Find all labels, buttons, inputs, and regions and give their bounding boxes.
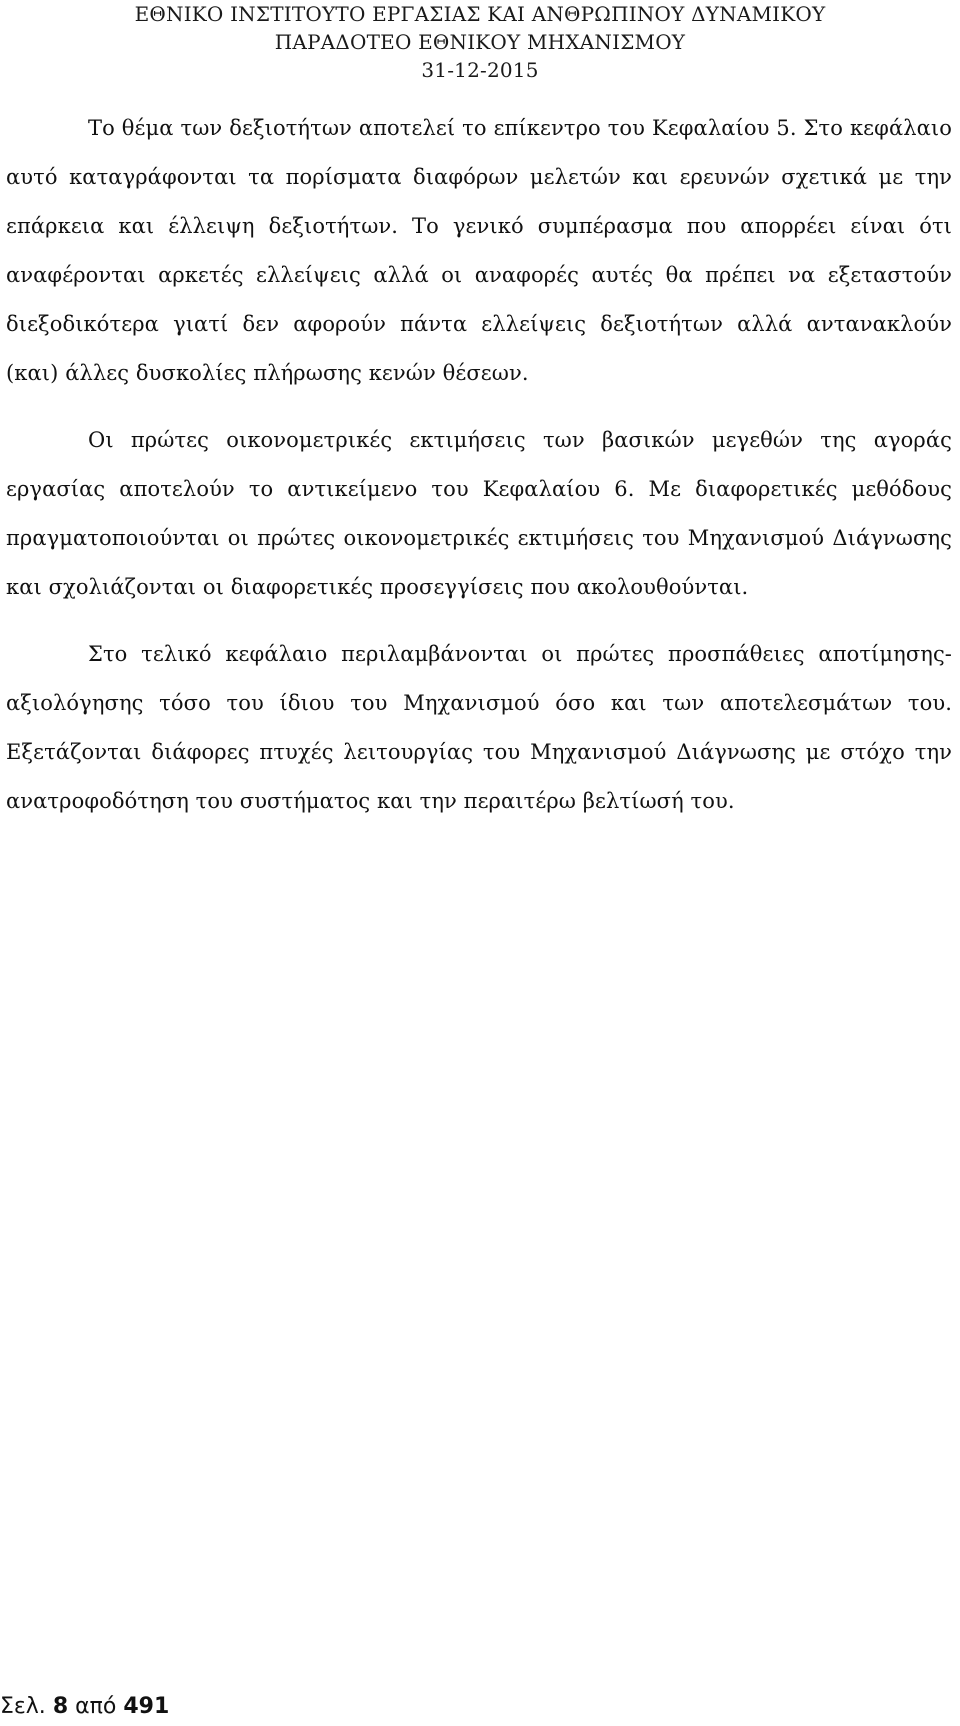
header-institute: ΕΘΝΙΚΟ ΙΝΣΤΙΤΟΥΤΟ ΕΡΓΑΣΙΑΣ ΚΑΙ ΑΝΘΡΩΠΙΝΟΥ ΔΥΝΑΜΙΚΟΥ (134, 2, 826, 26)
page-number-footer (0, 1692, 169, 1722)
page-number-prefix: Σελ. (0, 1694, 46, 1719)
header-deliverable: ΠΑΡΑΔΟΤΕΟ ΕΘΝΙΚΟΥ ΜΗΧΑΝΙΣΜΟΥ (274, 30, 686, 54)
header-date: 31-12-2015 (421, 58, 539, 82)
paragraph-chapter-5: Το θέμα των δεξιοτήτων αποτελεί το επίκεντρο του Κεφαλαίου 5. Στο κεφάλαιο αυτό καταγράφονται τα πορίσματα διαφόρων μελετών και ερευνών σχετικά με την επάρκεια και έλλειψη δεξιοτήτων. Το γενικό συμπέρασμα που απορρέει είναι ότι αναφέρονται αρκετές ελλείψεις αλλά οι αναφορές αυτές θα πρέπει να εξεταστούν διεξοδικότερα γιατί δεν αφορούν πάντα ελλείψεις δεξιοτήτων αλλά αντανακλούν (και) άλλες δυσκολίες πλήρωσης κενών θέσεων. (6, 116, 952, 385)
page-number-total: 491 (123, 1694, 170, 1719)
page-number-current: 8 (52, 1694, 69, 1719)
document-body (6, 104, 952, 844)
document-header (0, 0, 960, 84)
page-number-separator: από (75, 1694, 117, 1719)
paragraph-final-chapter: Στο τελικό κεφάλαιο περιλαμβάνονται οι πρώτες προσπάθειες αποτίμησης-αξιολόγησης τόσο του ίδιου του Μηχανισμού όσο και των αποτελεσμάτων του. Εξετάζονται διάφορες πτυχές λειτουργίας του Μηχανισμού Διάγνωσης με στόχο την ανατροφοδότηση του συστήματος και την περαιτέρω βελτίωσή του. (6, 642, 952, 813)
paragraph-chapter-6: Οι πρώτες οικονομετρικές εκτιμήσεις των βασικών μεγεθών της αγοράς εργασίας αποτελούν το αντικείμενο του Κεφαλαίου 6. Με διαφορετικές μεθόδους πραγματοποιούνται οι πρώτες οικονομετρικές εκτιμήσεις του Μηχανισμού Διάγνωσης και σχολιάζονται οι διαφορετικές προσεγγίσεις που ακολουθούνται. (6, 428, 952, 599)
